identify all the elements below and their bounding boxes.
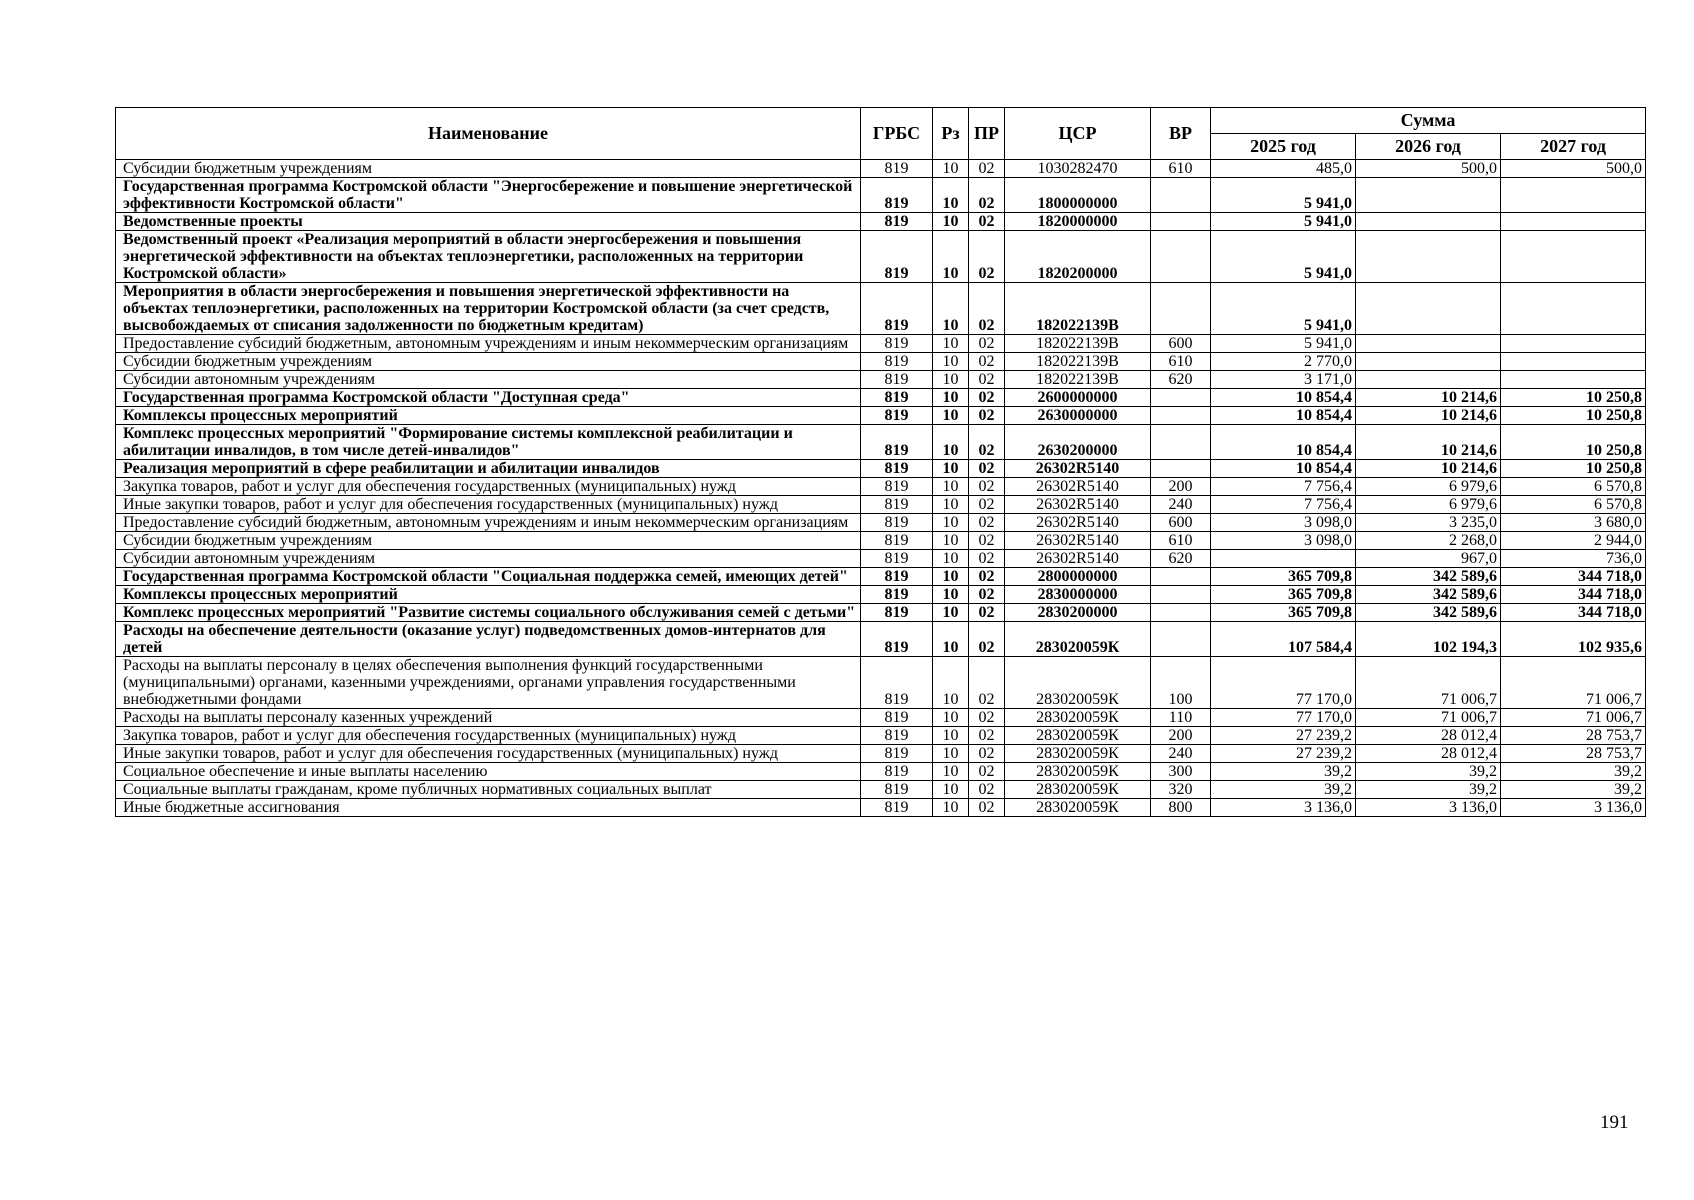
cell-csr: 283020059К — [1005, 799, 1151, 817]
cell-vr — [1151, 460, 1211, 478]
cell-y2027: 10 250,8 — [1501, 407, 1646, 425]
cell-y2026: 342 589,6 — [1356, 568, 1501, 586]
cell-y2027 — [1501, 213, 1646, 231]
cell-vr — [1151, 213, 1211, 231]
cell-y2026: 28 012,4 — [1356, 745, 1501, 763]
cell-y2025: 107 584,4 — [1211, 622, 1356, 657]
cell-y2027: 2 944,0 — [1501, 532, 1646, 550]
cell-vr: 610 — [1151, 353, 1211, 371]
table-row — [116, 532, 1646, 550]
cell-y2025: 365 709,8 — [1211, 568, 1356, 586]
cell-y2025: 5 941,0 — [1211, 283, 1356, 335]
cell-grbs: 819 — [861, 425, 933, 460]
cell-pr: 02 — [969, 657, 1005, 709]
cell-name: Субсидии автономным учреждениям — [116, 371, 861, 389]
table-row — [116, 568, 1646, 586]
cell-rz: 10 — [933, 231, 969, 283]
cell-rz: 10 — [933, 335, 969, 353]
cell-y2026 — [1356, 353, 1501, 371]
cell-vr: 320 — [1151, 781, 1211, 799]
cell-y2027: 39,2 — [1501, 781, 1646, 799]
cell-y2027: 39,2 — [1501, 763, 1646, 781]
cell-y2026 — [1356, 335, 1501, 353]
cell-y2026: 10 214,6 — [1356, 460, 1501, 478]
cell-vr: 620 — [1151, 371, 1211, 389]
cell-pr: 02 — [969, 586, 1005, 604]
cell-csr: 26302R5140 — [1005, 496, 1151, 514]
cell-vr — [1151, 231, 1211, 283]
cell-grbs: 819 — [861, 622, 933, 657]
table-body — [116, 160, 1646, 817]
header-year-2025: 2025 год — [1211, 134, 1356, 160]
cell-y2027: 736,0 — [1501, 550, 1646, 568]
cell-vr: 200 — [1151, 478, 1211, 496]
table-row — [116, 478, 1646, 496]
cell-y2027: 6 570,8 — [1501, 478, 1646, 496]
table-row — [116, 727, 1646, 745]
cell-name: Иные бюджетные ассигнования — [116, 799, 861, 817]
cell-rz: 10 — [933, 586, 969, 604]
budget-table — [115, 107, 1646, 817]
cell-grbs: 819 — [861, 604, 933, 622]
cell-y2026: 71 006,7 — [1356, 709, 1501, 727]
cell-vr: 600 — [1151, 335, 1211, 353]
cell-rz: 10 — [933, 389, 969, 407]
cell-name: Комплекс процессных мероприятий "Развитие системы социального обслуживания семей с детьми" — [116, 604, 861, 622]
cell-y2025: 365 709,8 — [1211, 586, 1356, 604]
table-row — [116, 213, 1646, 231]
cell-grbs: 819 — [861, 496, 933, 514]
cell-pr: 02 — [969, 389, 1005, 407]
cell-grbs: 819 — [861, 335, 933, 353]
cell-csr: 182022139В — [1005, 283, 1151, 335]
cell-name: Ведомственные проекты — [116, 213, 861, 231]
cell-rz: 10 — [933, 622, 969, 657]
cell-vr: 300 — [1151, 763, 1211, 781]
cell-name: Социальное обеспечение и иные выплаты населению — [116, 763, 861, 781]
cell-pr: 02 — [969, 178, 1005, 213]
header-year-2026: 2026 год — [1356, 134, 1501, 160]
cell-pr: 02 — [969, 604, 1005, 622]
cell-grbs: 819 — [861, 353, 933, 371]
cell-y2027: 6 570,8 — [1501, 496, 1646, 514]
cell-name: Субсидии бюджетным учреждениям — [116, 160, 861, 178]
cell-y2027: 28 753,7 — [1501, 745, 1646, 763]
header-csr: ЦСР — [1005, 108, 1151, 160]
cell-name: Реализация мероприятий в сфере реабилитации и абилитации инвалидов — [116, 460, 861, 478]
cell-y2027 — [1501, 353, 1646, 371]
cell-name: Субсидии бюджетным учреждениям — [116, 532, 861, 550]
cell-name: Субсидии бюджетным учреждениям — [116, 353, 861, 371]
cell-name: Комплексы процессных мероприятий — [116, 586, 861, 604]
cell-pr: 02 — [969, 763, 1005, 781]
cell-csr: 283020059К — [1005, 745, 1151, 763]
cell-y2027: 102 935,6 — [1501, 622, 1646, 657]
cell-name: Расходы на обеспечение деятельности (оказание услуг) подведомственных домов-интернатов для детей — [116, 622, 861, 657]
cell-y2026: 6 979,6 — [1356, 478, 1501, 496]
cell-name: Иные закупки товаров, работ и услуг для обеспечения государственных (муниципальных) нужд — [116, 496, 861, 514]
cell-y2026: 2 268,0 — [1356, 532, 1501, 550]
cell-name: Закупка товаров, работ и услуг для обеспечения государственных (муниципальных) нужд — [116, 727, 861, 745]
cell-vr: 610 — [1151, 160, 1211, 178]
cell-vr: 610 — [1151, 532, 1211, 550]
table-row — [116, 231, 1646, 283]
cell-pr: 02 — [969, 425, 1005, 460]
header-grbs: ГРБС — [861, 108, 933, 160]
header-rz: Рз — [933, 108, 969, 160]
cell-pr: 02 — [969, 213, 1005, 231]
table-row — [116, 514, 1646, 532]
cell-csr: 26302R5140 — [1005, 514, 1151, 532]
cell-vr — [1151, 586, 1211, 604]
header-pr: ПР — [969, 108, 1005, 160]
cell-name: Государственная программа Костромской области "Энергосбережение и повышение энергетической эффективности Костромской области" — [116, 178, 861, 213]
cell-vr — [1151, 622, 1211, 657]
cell-y2027: 3 680,0 — [1501, 514, 1646, 532]
header-vr: ВР — [1151, 108, 1211, 160]
cell-y2027 — [1501, 231, 1646, 283]
cell-grbs: 819 — [861, 389, 933, 407]
cell-grbs: 819 — [861, 763, 933, 781]
cell-y2027: 344 718,0 — [1501, 586, 1646, 604]
cell-y2027 — [1501, 335, 1646, 353]
cell-csr: 26302R5140 — [1005, 532, 1151, 550]
cell-y2025: 10 854,4 — [1211, 425, 1356, 460]
cell-vr: 240 — [1151, 496, 1211, 514]
table-row — [116, 425, 1646, 460]
table-row — [116, 496, 1646, 514]
cell-rz: 10 — [933, 425, 969, 460]
table-row — [116, 178, 1646, 213]
cell-pr: 02 — [969, 460, 1005, 478]
cell-pr: 02 — [969, 514, 1005, 532]
cell-name: Комплекс процессных мероприятий "Формирование системы комплексной реабилитации и абилитации инвалидов, в том числе детей-инвалидов" — [116, 425, 861, 460]
cell-rz: 10 — [933, 160, 969, 178]
cell-rz: 10 — [933, 799, 969, 817]
cell-y2025: 5 941,0 — [1211, 335, 1356, 353]
cell-y2026: 71 006,7 — [1356, 657, 1501, 709]
cell-grbs: 819 — [861, 478, 933, 496]
cell-y2026: 28 012,4 — [1356, 727, 1501, 745]
cell-y2025: 10 854,4 — [1211, 389, 1356, 407]
cell-pr: 02 — [969, 550, 1005, 568]
table-row — [116, 460, 1646, 478]
cell-y2027: 3 136,0 — [1501, 799, 1646, 817]
cell-y2026: 10 214,6 — [1356, 407, 1501, 425]
cell-name: Расходы на выплаты персоналу в целях обеспечения выполнения функций государственными (муниципальными) органами, казенными учреждениями, органами управления государственными внебюджетными фондами — [116, 657, 861, 709]
cell-rz: 10 — [933, 568, 969, 586]
cell-y2026: 6 979,6 — [1356, 496, 1501, 514]
cell-pr: 02 — [969, 353, 1005, 371]
cell-vr — [1151, 178, 1211, 213]
cell-y2025: 27 239,2 — [1211, 727, 1356, 745]
cell-y2025: 10 854,4 — [1211, 407, 1356, 425]
budget-table-container — [115, 107, 1643, 817]
cell-grbs: 819 — [861, 745, 933, 763]
cell-y2026: 39,2 — [1356, 781, 1501, 799]
cell-y2027: 10 250,8 — [1501, 460, 1646, 478]
cell-rz: 10 — [933, 178, 969, 213]
cell-csr: 283020059К — [1005, 781, 1151, 799]
cell-y2026 — [1356, 283, 1501, 335]
cell-rz: 10 — [933, 709, 969, 727]
cell-csr: 182022139В — [1005, 353, 1151, 371]
cell-rz: 10 — [933, 657, 969, 709]
cell-y2026: 967,0 — [1356, 550, 1501, 568]
cell-csr: 1820200000 — [1005, 231, 1151, 283]
cell-vr — [1151, 425, 1211, 460]
cell-grbs: 819 — [861, 532, 933, 550]
table-row — [116, 781, 1646, 799]
cell-name: Государственная программа Костромской области "Социальная поддержка семей, имеющих детей" — [116, 568, 861, 586]
table-row — [116, 550, 1646, 568]
header-sum: Сумма — [1211, 108, 1646, 134]
cell-rz: 10 — [933, 371, 969, 389]
cell-pr: 02 — [969, 709, 1005, 727]
cell-name: Ведомственный проект «Реализация мероприятий в области энергосбережения и повышения энергетической эффективности на объектах теплоэнергетики, расположенных на территории Костромской области» — [116, 231, 861, 283]
cell-vr: 200 — [1151, 727, 1211, 745]
cell-name: Иные закупки товаров, работ и услуг для обеспечения государственных (муниципальных) нужд — [116, 745, 861, 763]
cell-pr: 02 — [969, 568, 1005, 586]
table-row — [116, 745, 1646, 763]
cell-grbs: 819 — [861, 709, 933, 727]
table-row — [116, 622, 1646, 657]
cell-y2025: 39,2 — [1211, 781, 1356, 799]
cell-y2027: 344 718,0 — [1501, 568, 1646, 586]
cell-y2027: 71 006,7 — [1501, 709, 1646, 727]
table-row — [116, 353, 1646, 371]
cell-pr: 02 — [969, 745, 1005, 763]
cell-csr: 1820000000 — [1005, 213, 1151, 231]
cell-pr: 02 — [969, 335, 1005, 353]
cell-y2027: 10 250,8 — [1501, 389, 1646, 407]
cell-grbs: 819 — [861, 568, 933, 586]
cell-csr: 283020059К — [1005, 657, 1151, 709]
cell-y2025: 27 239,2 — [1211, 745, 1356, 763]
cell-name: Предоставление субсидий бюджетным, автономным учреждениям и иным некоммерческим организациям — [116, 335, 861, 353]
cell-pr: 02 — [969, 231, 1005, 283]
cell-y2026: 500,0 — [1356, 160, 1501, 178]
cell-y2026: 10 214,6 — [1356, 425, 1501, 460]
cell-name: Государственная программа Костромской области "Доступная среда" — [116, 389, 861, 407]
cell-y2025: 7 756,4 — [1211, 496, 1356, 514]
cell-name: Расходы на выплаты персоналу казенных учреждений — [116, 709, 861, 727]
page-number: 191 — [1600, 1112, 1629, 1133]
cell-y2025: 77 170,0 — [1211, 657, 1356, 709]
cell-grbs: 819 — [861, 657, 933, 709]
cell-y2025: 3 098,0 — [1211, 532, 1356, 550]
cell-y2025: 5 941,0 — [1211, 231, 1356, 283]
cell-grbs: 819 — [861, 460, 933, 478]
cell-csr: 283020059К — [1005, 727, 1151, 745]
cell-vr — [1151, 568, 1211, 586]
cell-pr: 02 — [969, 283, 1005, 335]
cell-rz: 10 — [933, 550, 969, 568]
cell-csr: 2600000000 — [1005, 389, 1151, 407]
cell-pr: 02 — [969, 478, 1005, 496]
cell-y2025: 5 941,0 — [1211, 178, 1356, 213]
cell-vr — [1151, 407, 1211, 425]
cell-grbs: 819 — [861, 781, 933, 799]
cell-y2026: 39,2 — [1356, 763, 1501, 781]
cell-name: Социальные выплаты гражданам, кроме публичных нормативных социальных выплат — [116, 781, 861, 799]
cell-rz: 10 — [933, 781, 969, 799]
cell-y2027: 344 718,0 — [1501, 604, 1646, 622]
cell-rz: 10 — [933, 532, 969, 550]
cell-rz: 10 — [933, 460, 969, 478]
table-row — [116, 371, 1646, 389]
cell-y2025: 39,2 — [1211, 763, 1356, 781]
cell-rz: 10 — [933, 727, 969, 745]
cell-rz: 10 — [933, 353, 969, 371]
table-row — [116, 657, 1646, 709]
cell-vr — [1151, 604, 1211, 622]
cell-y2026 — [1356, 231, 1501, 283]
cell-pr: 02 — [969, 407, 1005, 425]
cell-rz: 10 — [933, 514, 969, 532]
cell-grbs: 819 — [861, 407, 933, 425]
cell-grbs: 819 — [861, 727, 933, 745]
cell-name: Мероприятия в области энергосбережения и повышения энергетической эффективности на объектах теплоэнергетики, расположенных на территории Костромской области (за счет средств, высвобождаемых от списания задолженности по бюджетным кредитам) — [116, 283, 861, 335]
table-row — [116, 407, 1646, 425]
cell-pr: 02 — [969, 781, 1005, 799]
cell-y2025: 7 756,4 — [1211, 478, 1356, 496]
cell-y2025: 2 770,0 — [1211, 353, 1356, 371]
cell-csr: 182022139В — [1005, 371, 1151, 389]
cell-vr: 240 — [1151, 745, 1211, 763]
cell-vr — [1151, 389, 1211, 407]
cell-grbs: 819 — [861, 371, 933, 389]
cell-y2025: 3 098,0 — [1211, 514, 1356, 532]
cell-vr: 110 — [1151, 709, 1211, 727]
cell-y2025: 5 941,0 — [1211, 213, 1356, 231]
cell-rz: 10 — [933, 478, 969, 496]
cell-csr: 26302R5140 — [1005, 550, 1151, 568]
cell-grbs: 819 — [861, 514, 933, 532]
cell-name: Закупка товаров, работ и услуг для обеспечения государственных (муниципальных) нужд — [116, 478, 861, 496]
cell-y2025: 365 709,8 — [1211, 604, 1356, 622]
cell-y2026: 342 589,6 — [1356, 604, 1501, 622]
cell-y2025: 3 171,0 — [1211, 371, 1356, 389]
cell-y2026 — [1356, 178, 1501, 213]
cell-y2025 — [1211, 550, 1356, 568]
cell-grbs: 819 — [861, 283, 933, 335]
cell-rz: 10 — [933, 407, 969, 425]
cell-csr: 283020059К — [1005, 763, 1151, 781]
cell-y2026: 102 194,3 — [1356, 622, 1501, 657]
cell-grbs: 819 — [861, 231, 933, 283]
table-row — [116, 799, 1646, 817]
cell-y2027: 71 006,7 — [1501, 657, 1646, 709]
cell-vr: 600 — [1151, 514, 1211, 532]
cell-name: Предоставление субсидий бюджетным, автономным учреждениям и иным некоммерческим организациям — [116, 514, 861, 532]
cell-vr: 800 — [1151, 799, 1211, 817]
cell-y2027: 500,0 — [1501, 160, 1646, 178]
cell-vr — [1151, 283, 1211, 335]
cell-csr: 2830000000 — [1005, 586, 1151, 604]
cell-rz: 10 — [933, 604, 969, 622]
cell-grbs: 819 — [861, 586, 933, 604]
cell-grbs: 819 — [861, 213, 933, 231]
cell-y2027: 28 753,7 — [1501, 727, 1646, 745]
cell-pr: 02 — [969, 160, 1005, 178]
cell-csr: 283020059К — [1005, 622, 1151, 657]
cell-rz: 10 — [933, 283, 969, 335]
table-row — [116, 160, 1646, 178]
cell-csr: 1030282470 — [1005, 160, 1151, 178]
cell-y2027 — [1501, 371, 1646, 389]
cell-vr: 620 — [1151, 550, 1211, 568]
table-row — [116, 283, 1646, 335]
cell-y2025: 485,0 — [1211, 160, 1356, 178]
cell-grbs: 819 — [861, 160, 933, 178]
cell-pr: 02 — [969, 799, 1005, 817]
cell-y2026: 3 136,0 — [1356, 799, 1501, 817]
cell-y2025: 10 854,4 — [1211, 460, 1356, 478]
header-year-2027: 2027 год — [1501, 134, 1646, 160]
table-row — [116, 763, 1646, 781]
cell-rz: 10 — [933, 763, 969, 781]
table-row — [116, 709, 1646, 727]
cell-csr: 283020059К — [1005, 709, 1151, 727]
cell-csr: 2800000000 — [1005, 568, 1151, 586]
table-row — [116, 389, 1646, 407]
table-row — [116, 604, 1646, 622]
cell-y2025: 3 136,0 — [1211, 799, 1356, 817]
cell-csr: 2630200000 — [1005, 425, 1151, 460]
cell-csr: 2830200000 — [1005, 604, 1151, 622]
cell-rz: 10 — [933, 745, 969, 763]
cell-csr: 26302R5140 — [1005, 478, 1151, 496]
table-header — [116, 108, 1646, 160]
cell-y2026: 3 235,0 — [1356, 514, 1501, 532]
table-row — [116, 586, 1646, 604]
cell-vr: 100 — [1151, 657, 1211, 709]
cell-y2026 — [1356, 213, 1501, 231]
cell-csr: 1800000000 — [1005, 178, 1151, 213]
cell-pr: 02 — [969, 371, 1005, 389]
cell-csr: 182022139В — [1005, 335, 1151, 353]
table-row — [116, 335, 1646, 353]
cell-grbs: 819 — [861, 178, 933, 213]
cell-rz: 10 — [933, 496, 969, 514]
cell-y2027 — [1501, 283, 1646, 335]
cell-name: Субсидии автономным учреждениям — [116, 550, 861, 568]
header-name: Наименование — [116, 108, 861, 160]
cell-pr: 02 — [969, 532, 1005, 550]
cell-y2027 — [1501, 178, 1646, 213]
cell-y2026: 342 589,6 — [1356, 586, 1501, 604]
cell-pr: 02 — [969, 727, 1005, 745]
cell-pr: 02 — [969, 496, 1005, 514]
cell-pr: 02 — [969, 622, 1005, 657]
cell-name: Комплексы процессных мероприятий — [116, 407, 861, 425]
cell-y2026 — [1356, 371, 1501, 389]
cell-y2025: 77 170,0 — [1211, 709, 1356, 727]
cell-rz: 10 — [933, 213, 969, 231]
cell-grbs: 819 — [861, 799, 933, 817]
cell-y2027: 10 250,8 — [1501, 425, 1646, 460]
cell-csr: 26302R5140 — [1005, 460, 1151, 478]
cell-grbs: 819 — [861, 550, 933, 568]
cell-csr: 2630000000 — [1005, 407, 1151, 425]
cell-y2026: 10 214,6 — [1356, 389, 1501, 407]
